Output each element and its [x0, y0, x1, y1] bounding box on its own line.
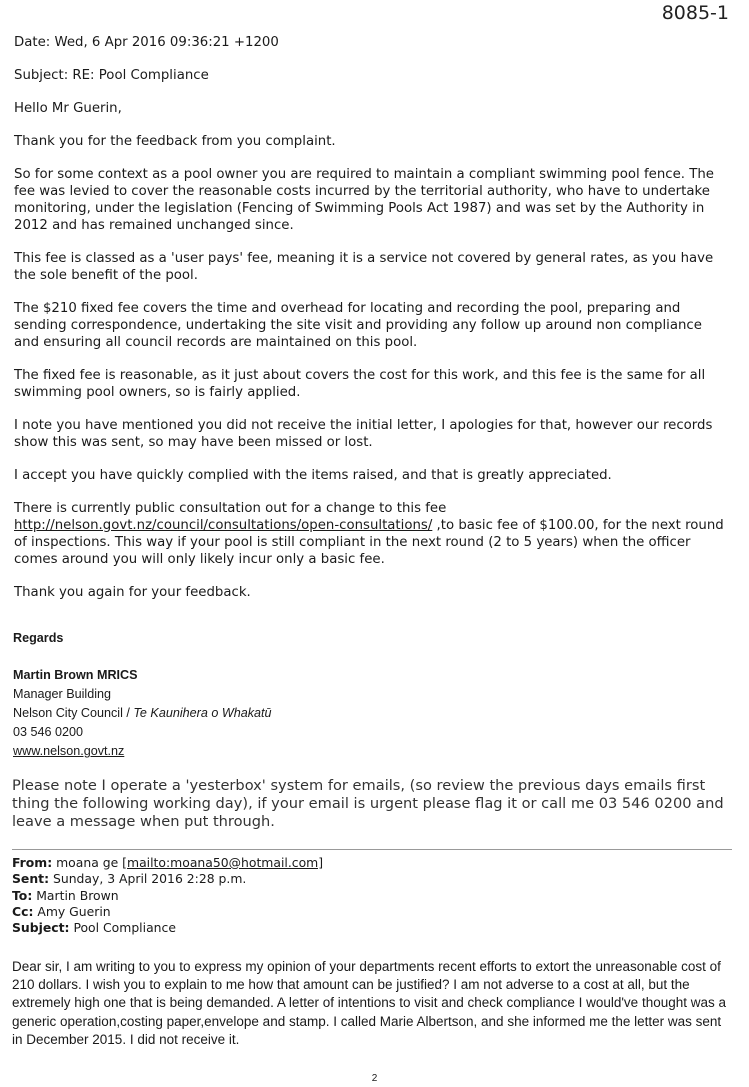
email-divider	[12, 849, 732, 850]
header-to	[12, 888, 728, 904]
reply-email	[14, 34, 730, 617]
cc-label: Cc:	[12, 903, 34, 919]
header-sent	[12, 871, 728, 887]
header-cc	[12, 904, 728, 920]
email-signature	[13, 629, 729, 761]
paragraph-context: So for some context as a pool owner you are required to maintain a compliant swimming pool fence. The fee was levied to cover the reasonable costs incurred by the territorial authority, who have to undertake monitoring, under the legislation (Fencing of Swimming Pools Act 1987) and was set by the Authority in 2012 and has remained unchanged since.	[14, 167, 714, 233]
signature-name: Martin Brown MRICS	[13, 668, 138, 682]
consultation-link[interactable]: http://nelson.govt.nz/council/consultations/open-consultations/	[14, 518, 433, 533]
header-subject	[12, 920, 728, 936]
signature-website-link[interactable]: www.nelson.govt.nz	[13, 744, 125, 758]
original-email-header	[12, 855, 728, 936]
consultation-rest: ,to basic fee of $100.00, for the next round of inspections. This way if your pool is still compliant in the next round (2 to 5 years) when the officer comes around you will only likely incur only a basic fee.	[14, 518, 724, 567]
from-mailto-link[interactable]: [mailto:moana50@hotmail.com]	[122, 855, 324, 870]
paragraph-fixed-fee: The $210 fixed fee covers the time and overhead for locating and recording the pool, preparing and sending correspondence, undertaking the site visit and providing any follow up around non compliance and ensuring all council records are maintained on this pool.	[14, 301, 702, 350]
signature-org-maori: Te Kaunihera o Whakatū	[133, 706, 272, 720]
to-label: To:	[12, 887, 33, 903]
document-id: 8085-1	[661, 2, 729, 24]
subject-value: Pool Compliance	[69, 920, 176, 936]
paragraph-feedback: Thank you for the feedback from you complaint.	[14, 134, 336, 149]
yesterbox-note: Please note I operate a 'yesterbox' system for emails, (so review the previous days emails first thing the following working day), if your email is urgent please flag it or call me 03 546 0200 and leave a message when put through.	[12, 777, 724, 830]
subject-label: Subject:	[12, 920, 70, 936]
reply-date: Date: Wed, 6 Apr 2016 09:36:21 +1200	[14, 35, 279, 50]
paragraph-user-pays: This fee is classed as a 'user pays' fee, meaning it is a service not covered by general rates, as you have the sole benefit of the pool.	[14, 251, 714, 283]
sent-label: Sent:	[12, 871, 50, 887]
signature-title: Manager Building	[13, 687, 112, 701]
sent-value: Sunday, 3 April 2016 2:28 p.m.	[49, 871, 247, 887]
original-email-body: Dear sir, I am writing to you to express my opinion of your departments recent efforts to extort the unreasonable cost of 210 dollars. I wish you to explain to me how that amount can be justified? I am not adverse to a cost at all, but the extremely high one that is being demanded. A letter of intentions to visit and check compliance I would've thought was a generic operation,costing paper,envelope and stamp. I called Marie Albertson, and she informed me the letter was sent in December 2015. I did not receive it.	[12, 959, 727, 1047]
from-label: From:	[12, 855, 53, 870]
page-number: 2	[371, 1073, 378, 1084]
paragraph-letter: I note you have mentioned you did not receive the initial letter, I apologies for that, however our records show this was sent, so may have been missed or lost.	[14, 418, 713, 450]
cc-value: Amy Guerin	[33, 903, 111, 919]
signature-regards: Regards	[13, 631, 64, 645]
paragraph-consultation	[14, 500, 730, 568]
to-value: Martin Brown	[32, 887, 119, 903]
reply-subject: Subject: RE: Pool Compliance	[14, 68, 209, 83]
signature-org-name: Nelson City Council /	[13, 706, 134, 720]
from-value: moana ge	[52, 855, 123, 870]
paragraph-reasonable: The fixed fee is reasonable, as it just about covers the cost for this work, and this fee is the same for all swimming pool owners, so is fairly applied.	[14, 368, 706, 400]
signature-org	[13, 704, 729, 723]
consultation-intro: There is currently public consultation out for a change to this fee	[14, 501, 447, 516]
reply-greeting: Hello Mr Guerin,	[14, 101, 122, 116]
paragraph-thanks: Thank you again for your feedback.	[14, 585, 251, 600]
paragraph-complied: I accept you have quickly complied with the items raised, and that is greatly appreciated.	[14, 468, 612, 483]
header-from	[12, 855, 728, 871]
signature-phone: 03 546 0200	[13, 725, 84, 739]
